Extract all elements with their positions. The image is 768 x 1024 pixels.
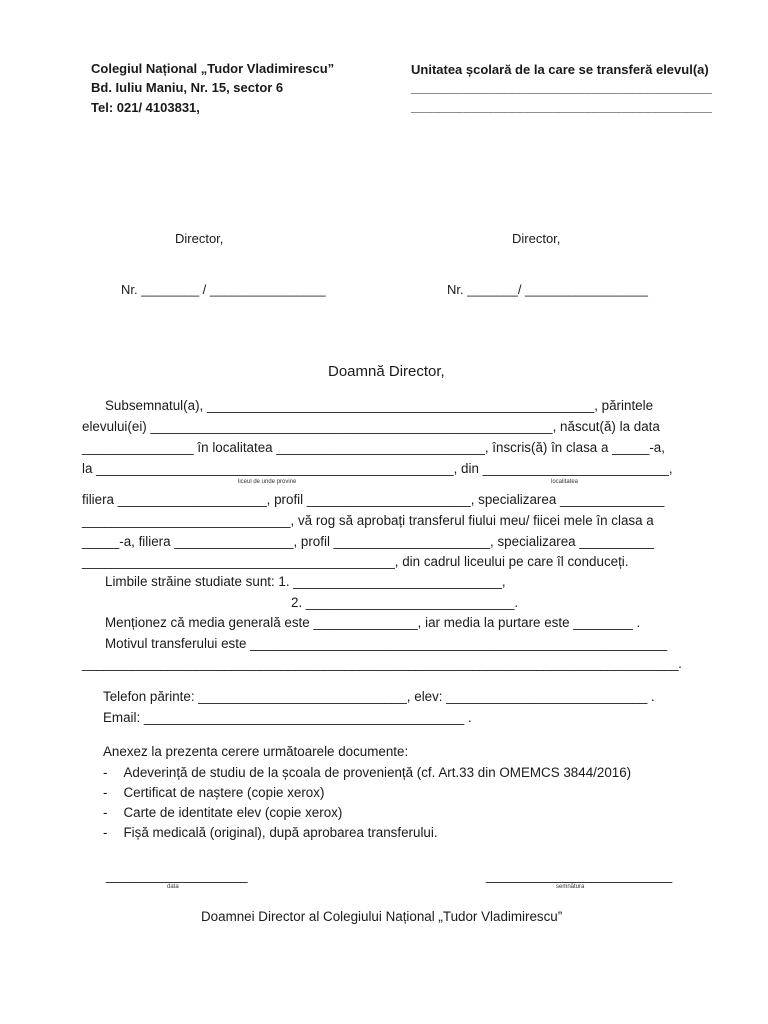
date-label: data [167, 884, 179, 890]
annex-item [103, 804, 342, 821]
foreign-languages-1[interactable]: Limbile străine studiate sunt: 1. ____________________________, [105, 574, 506, 589]
body-line-8[interactable]: __________________________________________, din cadrul liceului pe care îl conduceți. [82, 554, 629, 569]
annex-item [103, 824, 438, 841]
school-name: Colegiul Național „Tudor Vladimirescu” [91, 61, 335, 76]
body-line-4[interactable]: la ________________________________________________, din _________________________, [82, 461, 673, 476]
body-line-6[interactable]: ____________________________, vă rog să aprobați transferul fiului meu/ fiicei mele în clasa a [82, 513, 654, 528]
label-liceul: liceul de unde provine [238, 479, 297, 485]
body-line-5[interactable]: filiera ____________________, profil ______________________, specializarea ______________ [82, 492, 665, 507]
bullet-dash: - [103, 805, 108, 820]
bullet-dash: - [103, 825, 108, 840]
annex-item-text: Carte de identitate elev (copie xerox) [123, 805, 343, 820]
annex-item-text: Adeverință de studiu de la școala de proveniență (cf. Art.33 din OMEMCS 3844/2016) [123, 765, 632, 780]
registration-number-right[interactable]: Nr. _______/ _________________ [447, 282, 648, 297]
annex-item [103, 784, 324, 801]
email-line[interactable]: Email: ___________________________________________ . [103, 710, 472, 725]
signature-blank[interactable]: _________________________ [486, 868, 673, 883]
origin-school-blank-1[interactable]: ________________________________________ [411, 80, 713, 95]
registration-number-left[interactable]: Nr. ________ / ________________ [121, 282, 326, 297]
director-left-label: Director, [175, 231, 224, 246]
salutation: Doamnă Director, [328, 363, 445, 380]
phone-line[interactable]: Telefon părinte: ____________________________, elev: ___________________________ . [103, 689, 655, 704]
origin-school-title: Unitatea școlară de la care se transferă elevul(a) [411, 62, 709, 77]
director-right-label: Director, [512, 231, 561, 246]
grades-line[interactable]: Menționez că media generală este ______________, iar media la purtare este ________ . [105, 615, 641, 630]
body-line-1[interactable]: Subsemnatul(a), ____________________________________________________, părintele [105, 398, 654, 413]
footer-addressee: Doamnei Director al Colegiului Național „Tudor Vladimirescu” [201, 909, 563, 924]
foreign-languages-2[interactable]: 2. ____________________________. [291, 595, 519, 610]
signature-label: semnătura [556, 884, 585, 890]
origin-school-blank-2[interactable]: ________________________________________ [411, 99, 713, 114]
annex-item-text: Fișă medicală (original), după aprobarea transferului. [123, 825, 438, 840]
annex-intro: Anexez la prezenta cerere următoarele documente: [103, 744, 409, 759]
bullet-dash: - [103, 765, 108, 780]
bullet-dash: - [103, 785, 108, 800]
body-line-3[interactable]: _______________ în localitatea ____________________________, înscris(ă) în clasa a _____-a, [82, 440, 665, 455]
label-localitatea: localitatea [551, 479, 579, 485]
date-blank[interactable]: ___________________ [106, 868, 248, 883]
transfer-reason-continued[interactable]: ____________________________________________________________________________________. [82, 656, 682, 671]
annex-item-text: Certificat de naștere (copie xerox) [123, 785, 325, 800]
transfer-reason[interactable]: Motivul transferului este ________________________________________________________ [105, 636, 668, 651]
school-phone: Tel: 021/ 4103831, [91, 100, 200, 115]
body-line-2[interactable]: elevului(ei) ______________________________________________________, născut(ă) la data [82, 419, 660, 434]
annex-item [103, 764, 631, 781]
body-line-7[interactable]: _____-a, filiera ________________, profil _____________________, specializarea __________ [82, 534, 654, 549]
school-address: Bd. Iuliu Maniu, Nr. 15, sector 6 [91, 80, 284, 95]
